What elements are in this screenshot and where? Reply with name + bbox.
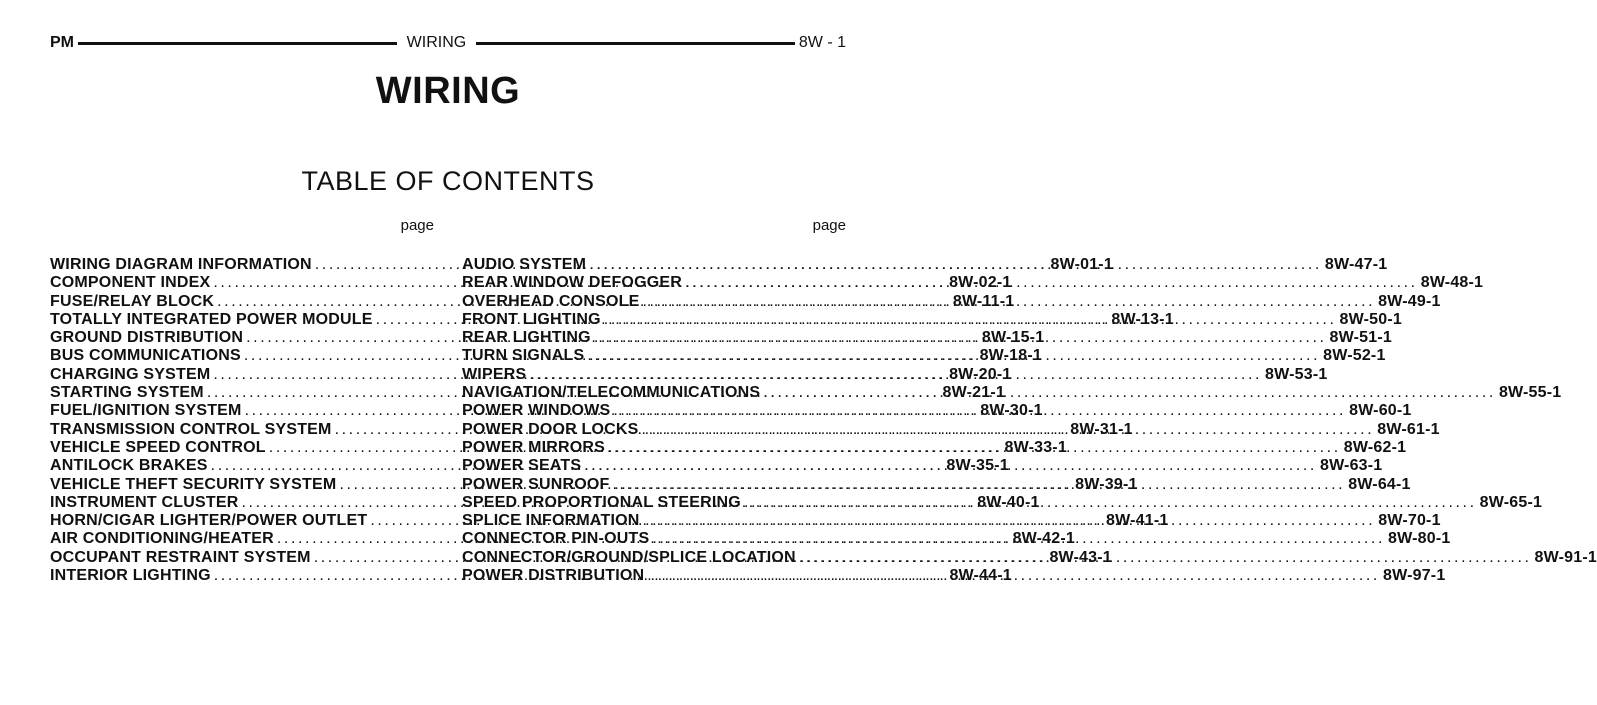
dot-leader (644, 567, 1383, 585)
toc-entry-title: WIPERS (462, 365, 527, 383)
page-column-label: page (400, 217, 434, 234)
toc-entry-title: ANTILOCK BRAKES (50, 457, 208, 475)
header-page-number: 8W - 1 (798, 34, 847, 51)
toc-entry-title: COMPONENT INDEX (50, 274, 211, 292)
toc-entry-title: FUEL/IGNITION SYSTEM (50, 402, 242, 420)
toc-entry-title: FRONT LIGHTING (462, 310, 601, 328)
toc-entry-page: 8W-44-1 (949, 567, 1012, 585)
toc-entry-page: 8W-02-1 (949, 274, 1012, 292)
toc-entry-title: CHARGING SYSTEM (50, 365, 211, 383)
toc-entry-page: 8W-01-1 (1050, 256, 1113, 273)
toc-entry-title: OVERHEAD CONSOLE (462, 292, 640, 310)
toc-entry-title: REAR WINDOW DEFOGGER (462, 274, 682, 292)
dot-leader (649, 530, 1388, 548)
dot-leader (601, 311, 1340, 329)
dot-leader (682, 274, 1421, 292)
toc-entry-page: 8W-15-1 (981, 329, 1045, 347)
toc-entry-page: 8W-55-1 (1498, 384, 1562, 402)
dot-leader (591, 329, 1330, 347)
toc-entry-page: 8W-64-1 (1348, 475, 1411, 493)
toc-entry-title: POWER DISTRIBUTION (462, 567, 645, 585)
toc-entry-page: 8W-33-1 (1004, 438, 1067, 456)
toc-entry-page: 8W-70-1 (1378, 512, 1441, 530)
toc-entry-page: 8W-52-1 (1323, 347, 1386, 365)
toc-entry-title: SPEED PROPORTIONAL STEERING (462, 493, 741, 511)
toc-entry-title: INTERIOR LIGHTING (50, 567, 211, 585)
page-column-label: page (812, 217, 846, 234)
dot-leader (526, 366, 1265, 384)
toc-entry-title: CONNECTOR PIN-OUTS (462, 530, 650, 548)
toc-entry-title: WIRING DIAGRAM INFORMATION (50, 256, 312, 273)
toc-entry-title: POWER WINDOWS (462, 402, 611, 420)
toc-entry-title: TURN SIGNALS (462, 347, 585, 365)
toc-entry-title: OCCUPANT RESTRAINT SYSTEM (50, 548, 311, 566)
toc-entry-title: FUSE/RELAY BLOCK (50, 292, 215, 310)
dot-leader (796, 549, 1535, 567)
dot-leader (741, 494, 1480, 512)
header-model-code: PM (50, 34, 74, 51)
header-section-name: WIRING (406, 34, 467, 51)
dot-leader (581, 457, 1320, 475)
header-rule-right (476, 42, 795, 45)
toc-entry-title: TOTALLY INTEGRATED POWER MODULE (50, 310, 373, 328)
toc-entry-page: 8W-20-1 (949, 365, 1012, 383)
toc-entry-page: 8W-48-1 (1420, 274, 1484, 292)
dot-leader (605, 439, 1344, 457)
toc-entry-page: 8W-62-1 (1343, 438, 1407, 456)
toc-entry-page: 8W-65-1 (1479, 493, 1543, 511)
toc-entry-page: 8W-13-1 (1111, 310, 1174, 328)
toc-entry-title: REAR LIGHTING (462, 329, 591, 347)
dot-leader (586, 256, 1325, 274)
toc-entry-page: 8W-51-1 (1329, 329, 1392, 347)
toc-entry-title: VEHICLE SPEED CONTROL (50, 438, 266, 456)
toc-entry-title: STARTING SYSTEM (50, 384, 204, 402)
dot-leader (639, 421, 1378, 439)
header-rule-left (78, 42, 397, 45)
dot-leader (640, 512, 1379, 530)
toc-entry-page: 8W-30-1 (980, 402, 1043, 420)
toc-entry-title: AUDIO SYSTEM (462, 256, 587, 273)
toc-entry-title: BUS COMMUNICATIONS (50, 347, 241, 365)
toc-entry-title: POWER SUNROOF (462, 475, 610, 493)
toc-entry-page: 8W-31-1 (1070, 420, 1133, 438)
toc-entry-page: 8W-60-1 (1349, 402, 1412, 420)
toc-entry-page: 8W-11-1 (952, 292, 1015, 310)
toc-entry-title: VEHICLE THEFT SECURITY SYSTEM (50, 475, 337, 493)
toc-entry-page: 8W-40-1 (977, 493, 1040, 511)
toc-entry-page: 8W-61-1 (1377, 420, 1440, 438)
toc-entry-title: POWER MIRRORS (462, 438, 606, 456)
toc-heading: TABLE OF CONTENTS (301, 166, 595, 196)
toc-entry-title: POWER DOOR LOCKS (462, 420, 639, 438)
toc-entry-title: TRANSMISSION CONTROL SYSTEM (50, 420, 332, 438)
dot-leader (584, 347, 1323, 365)
toc-entry-title: NAVIGATION/TELECOMMUNICATIONS (462, 384, 761, 402)
toc-entry-page: 8W-47-1 (1324, 256, 1388, 273)
toc-entry-page: 8W-43-1 (1049, 548, 1112, 566)
toc-entry-title: GROUND DISTRIBUTION (50, 329, 244, 347)
dot-leader (610, 476, 1349, 494)
dot-leader (639, 293, 1378, 311)
toc-entry-page: 8W-21-1 (942, 384, 1005, 402)
toc-entry-title: INSTRUMENT CLUSTER (50, 493, 239, 511)
toc-entry-page: 8W-42-1 (1012, 530, 1076, 548)
toc-entry-title: CONNECTOR/GROUND/SPLICE LOCATION (462, 548, 796, 566)
toc-entry-page: 8W-41-1 (1106, 512, 1169, 530)
toc-entry-page: 8W-50-1 (1339, 310, 1402, 328)
toc-entry-page: 8W-91-1 (1534, 548, 1597, 566)
page-header (50, 33, 846, 53)
toc-entry-title: AIR CONDITIONING/HEATER (50, 530, 274, 548)
toc-entry-page: 8W-80-1 (1388, 530, 1451, 548)
page-title: WIRING (375, 70, 521, 112)
toc-entry-title: SPLICE INFORMATION (462, 512, 640, 530)
toc-entry-page: 8W-18-1 (979, 347, 1043, 365)
toc-entry-page: 8W-97-1 (1382, 567, 1446, 585)
toc-entry-page: 8W-35-1 (946, 457, 1009, 475)
dot-leader (610, 402, 1349, 420)
toc-entry-page: 8W-63-1 (1319, 457, 1383, 475)
toc-entry-page: 8W-39-1 (1075, 475, 1138, 493)
toc-entry-page: 8W-49-1 (1378, 292, 1441, 310)
toc-entry-page: 8W-53-1 (1265, 365, 1328, 383)
toc-entry-title: HORN/CIGAR LIGHTER/POWER OUTLET (50, 512, 368, 530)
dot-leader (760, 384, 1499, 402)
toc-entry-title: POWER SEATS (462, 457, 582, 475)
